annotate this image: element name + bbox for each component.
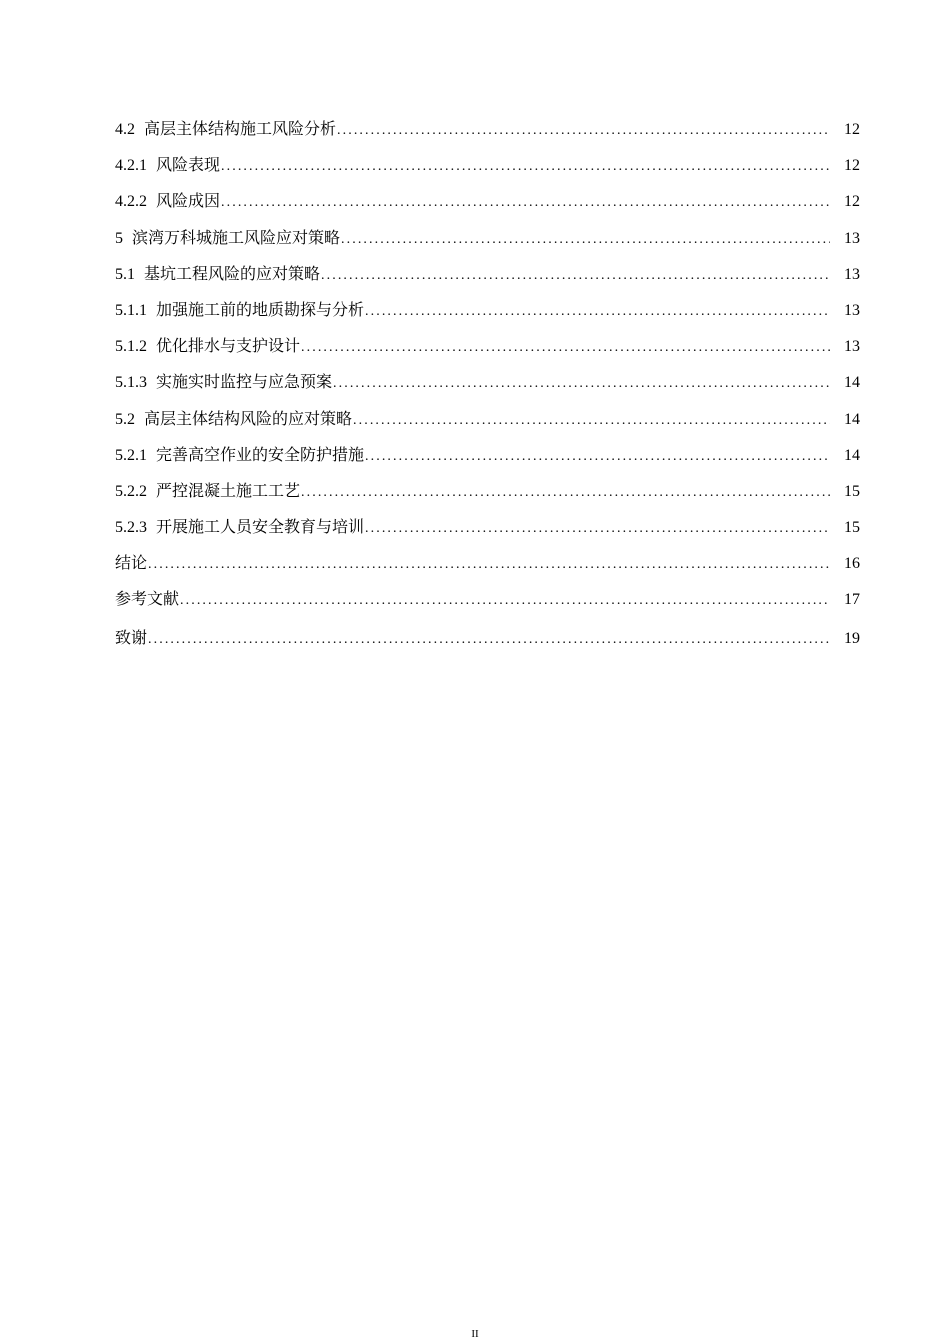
page-number: II	[471, 1328, 479, 1340]
toc-entry-title: 致谢	[115, 629, 148, 647]
toc-entry-page: 14	[844, 374, 860, 392]
toc-entry-5-1[interactable]	[115, 263, 860, 299]
toc-entry-page: 14	[844, 410, 860, 428]
toc-entry-5[interactable]	[115, 227, 860, 263]
toc-dot-leader	[353, 409, 830, 433]
toc-dot-leader	[221, 191, 830, 215]
toc-dot-leader	[180, 589, 830, 613]
toc-entry-number: 4.2.2	[115, 193, 147, 211]
toc-entry-number: 5.2	[115, 410, 135, 428]
toc-entry-number: 4.2	[115, 121, 135, 138]
toc-entry-page: 14	[844, 446, 860, 464]
toc-entry-number: 5.2.2	[115, 482, 147, 500]
toc-entry-page: 13	[844, 265, 860, 283]
toc-entry-number: 5.1	[115, 265, 135, 283]
toc-entry-page: 17	[844, 591, 860, 609]
toc-dot-leader	[337, 119, 830, 143]
toc-dot-leader	[301, 336, 830, 360]
toc-entry-number: 5	[115, 229, 123, 247]
toc-entry-5-2-3[interactable]	[115, 516, 860, 552]
toc-entry-5-1-3[interactable]	[115, 371, 860, 407]
toc-entry-page: 12	[844, 121, 860, 138]
toc-entry-number: 5.1.2	[115, 338, 147, 356]
toc-entry-page: 12	[844, 193, 860, 211]
toc-entry-conclusion[interactable]	[115, 552, 860, 588]
toc-entry-4-2[interactable]	[115, 118, 860, 154]
toc-entry-page: 19	[844, 629, 860, 647]
toc-dot-leader	[321, 264, 830, 288]
toc-entry-number: 5.1.3	[115, 374, 147, 392]
toc-dot-leader	[365, 517, 830, 541]
toc-entry-page: 13	[844, 338, 860, 356]
toc-entry-4-2-1[interactable]	[115, 154, 860, 190]
toc-entry-title: 高层主体结构施工风险分析	[144, 121, 337, 138]
toc-entry-title: 开展施工人员安全教育与培训	[156, 519, 365, 537]
toc-entry-5-1-1[interactable]	[115, 299, 860, 335]
toc-entry-references[interactable]	[115, 588, 860, 624]
toc-entry-page: 12	[844, 157, 860, 175]
toc-entry-acknowledgements[interactable]	[115, 627, 860, 663]
toc-entry-number: 5.2.3	[115, 519, 147, 537]
toc-dot-leader	[365, 445, 830, 469]
toc-entry-title: 严控混凝土施工工艺	[156, 482, 301, 500]
toc-entry-page: 16	[844, 555, 860, 573]
toc-dot-leader	[341, 228, 830, 252]
toc-dot-leader	[333, 372, 830, 396]
toc-entry-title: 滨湾万科城施工风险应对策略	[132, 229, 341, 247]
toc-dot-leader	[148, 628, 830, 652]
toc-entry-page: 13	[844, 301, 860, 319]
toc-entry-title: 风险表现	[156, 157, 221, 175]
toc-entry-title: 优化排水与支护设计	[156, 338, 301, 356]
toc-dot-leader	[301, 481, 830, 505]
toc-entry-number: 5.1.1	[115, 301, 147, 319]
toc-dot-leader	[365, 300, 830, 324]
toc-entry-page: 15	[844, 519, 860, 537]
toc-entry-number: 5.2.1	[115, 446, 147, 464]
toc-entry-title: 结论	[115, 555, 148, 573]
toc-entry-5-1-2[interactable]	[115, 335, 860, 371]
toc-entry-page: 13	[844, 229, 860, 247]
toc-entry-title: 风险成因	[156, 193, 221, 211]
toc-dot-leader	[148, 553, 830, 577]
toc-entry-title: 完善高空作业的安全防护措施	[156, 446, 365, 464]
table-of-contents	[115, 118, 860, 663]
toc-entry-title: 基坑工程风险的应对策略	[144, 265, 321, 283]
toc-entry-title: 实施实时监控与应急预案	[156, 374, 333, 392]
toc-entry-4-2-2[interactable]	[115, 190, 860, 226]
toc-entry-title: 加强施工前的地质勘探与分析	[156, 301, 365, 319]
toc-entry-5-2-2[interactable]	[115, 480, 860, 516]
toc-entry-5-2-1[interactable]	[115, 444, 860, 480]
toc-entry-5-2[interactable]	[115, 408, 860, 444]
toc-entry-number: 4.2.1	[115, 157, 147, 175]
toc-entry-title: 参考文献	[115, 591, 180, 609]
toc-dot-leader	[221, 155, 830, 179]
toc-entry-title: 高层主体结构风险的应对策略	[144, 410, 353, 428]
toc-entry-page: 15	[844, 482, 860, 500]
